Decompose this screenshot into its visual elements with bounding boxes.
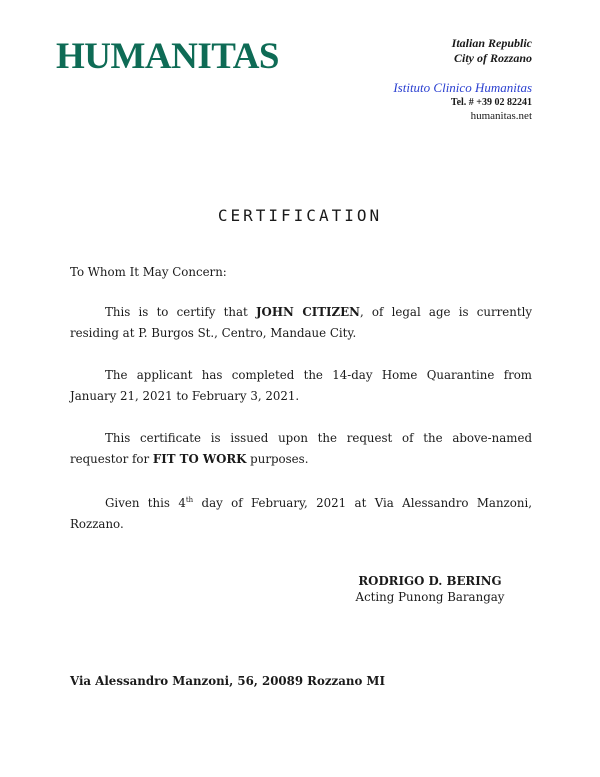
certify-intro: This is to certify that	[105, 305, 256, 319]
republic-block	[452, 36, 532, 66]
purpose-intro: This certificate is issued upon the request of the above-named requestor for	[70, 431, 532, 466]
purpose-value: FIT TO WORK	[152, 452, 247, 466]
salutation: To Whom It May Concern:	[70, 265, 227, 279]
telephone: Tel. # +39 02 82241	[450, 97, 532, 108]
given-paragraph	[70, 490, 532, 535]
quarantine-paragraph: The applicant has completed the 14-day Home Quarantine from January 21, 2021 to February 3, 2021.	[70, 368, 532, 403]
city-line: City of Rozzano	[453, 51, 532, 65]
humanitas-logo: HUMANITAS	[56, 36, 279, 77]
certify-paragraph	[70, 302, 532, 344]
given-intro: Given this 4	[105, 495, 186, 510]
purpose-paragraph	[70, 428, 532, 470]
institute-name: Istituto Clinico Humanitas	[393, 80, 532, 95]
purpose-end: purposes.	[246, 452, 309, 466]
signatory-title: Acting Punong Barangay	[355, 590, 505, 604]
given-rest: day of February, 2021 at Via Alessandro Manzoni, Rozzano.	[70, 495, 532, 531]
signatory-name: RODRIGO D. BERING	[358, 574, 502, 588]
applicant-name: JOHN CITIZEN	[255, 305, 360, 319]
certify-residence: , of legal age is currently residing at P. Burgos St., Centro, Mandaue City.	[70, 305, 533, 340]
website-link[interactable]: humanitas.net	[470, 110, 532, 122]
footer-address: Via Alessandro Manzoni, 56, 20089 Rozzano MI	[70, 674, 386, 688]
ordinal-suffix: th	[185, 496, 194, 504]
republic-line: Italian Republic	[451, 36, 532, 50]
document-title: CERTIFICATION	[217, 206, 383, 225]
